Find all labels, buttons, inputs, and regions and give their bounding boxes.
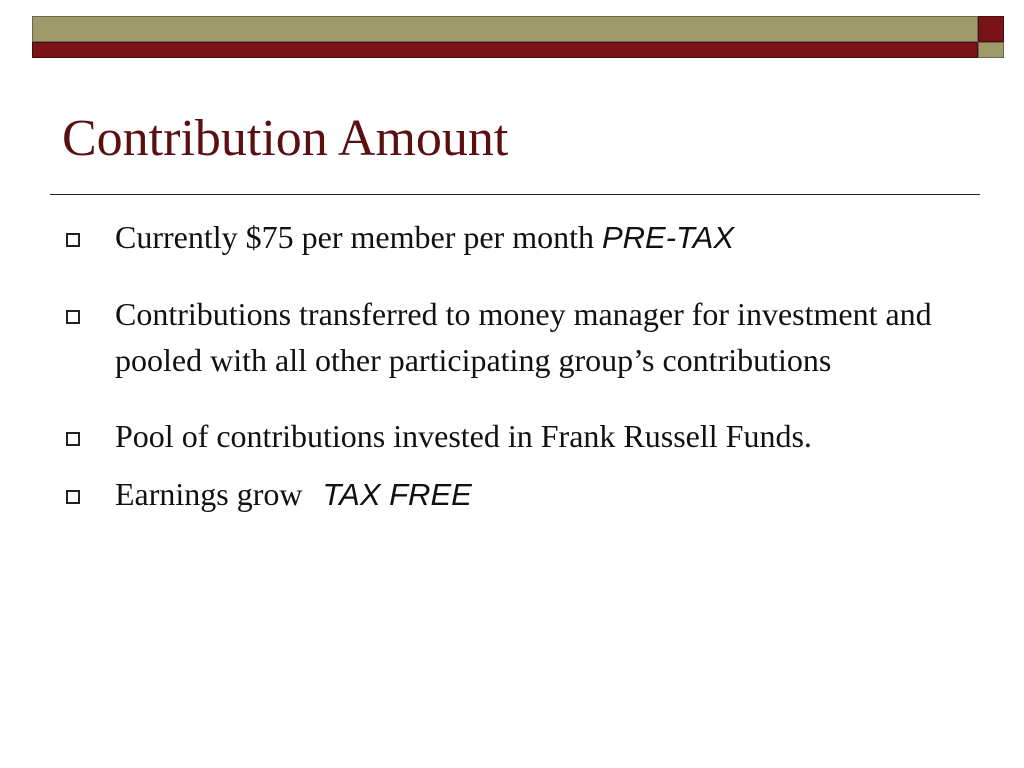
bullet-text: Contributions transferred to money manager for investment and pooled with all other participating group’s contributions [115,296,932,378]
header-band-olive [32,16,978,42]
bullet-list [62,214,942,518]
bullet-text: Currently $75 per member per month [115,219,594,255]
header-square-olive [978,42,1004,58]
bullet-item [62,471,942,518]
square-bullet-icon [66,432,80,446]
bullet-item [62,413,942,459]
bullet-text: Earnings grow [115,476,303,512]
slide-title: Contribution Amount [62,110,509,167]
square-bullet-icon [66,310,80,324]
header-band-maroon [32,42,978,58]
square-bullet-icon [66,233,80,247]
bullet-emphasis: TAX FREE [322,477,472,512]
bullet-text: Pool of contributions invested in Frank Russell Funds. [115,418,812,454]
header-square-maroon [978,16,1004,42]
bullet-emphasis: PRE-TAX [601,220,735,255]
title-divider [50,194,980,195]
square-bullet-icon [66,490,80,504]
bullet-item [62,291,942,383]
bullet-item [62,214,942,261]
